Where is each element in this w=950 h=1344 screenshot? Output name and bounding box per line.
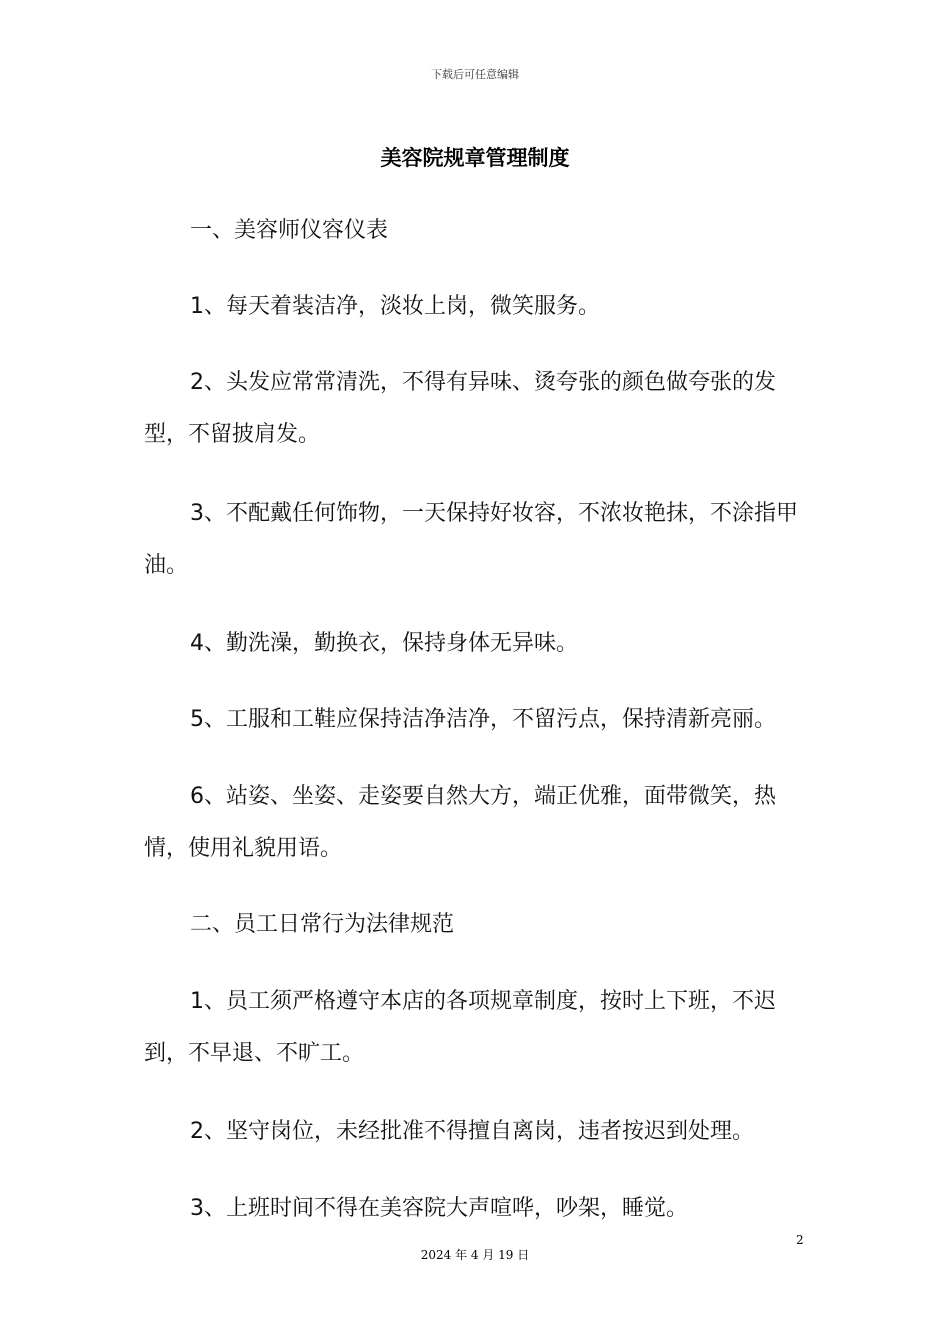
paragraph: 6、站姿、坐姿、走姿要自然大方，端正优雅，面带微笑，热情，使用礼貌用语。	[144, 784, 776, 861]
paragraph: 2、坚守岗位，未经批准不得擅自离岗，违者按迟到处理。	[190, 1119, 754, 1144]
paragraph: 2、头发应常常清洗，不得有异味、烫夸张的颜色做夸张的发型，不留披肩发。	[144, 370, 776, 447]
section-heading-1: 一、美容师仪容仪表	[190, 218, 389, 243]
footer-date: 2024 年 4 月 19 日	[420, 1248, 530, 1262]
paragraph: 5、工服和工鞋应保持洁净洁净，不留污点，保持清新亮丽。	[190, 707, 776, 732]
paragraph: 3、不配戴任何饰物，一天保持好妆容，不浓妆艳抹，不涂指甲油。	[144, 501, 798, 578]
header-note: 下载后可任意编辑	[431, 68, 519, 81]
paragraph: 4、勤洗澡，勤换衣，保持身体无异味。	[190, 631, 578, 656]
section-heading-2: 二、员工日常行为法律规范	[190, 912, 455, 937]
paragraph: 1、每天着装洁净，淡妆上岗，微笑服务。	[190, 294, 600, 319]
page-number: 2	[796, 1233, 804, 1247]
document-title: 美容院规章管理制度	[380, 146, 570, 170]
paragraph: 1、员工须严格遵守本店的各项规章制度，按时上下班，不迟到，不早退、不旷工。	[144, 989, 776, 1066]
paragraph: 3、上班时间不得在美容院大声喧哗，吵架，睡觉。	[190, 1196, 688, 1221]
